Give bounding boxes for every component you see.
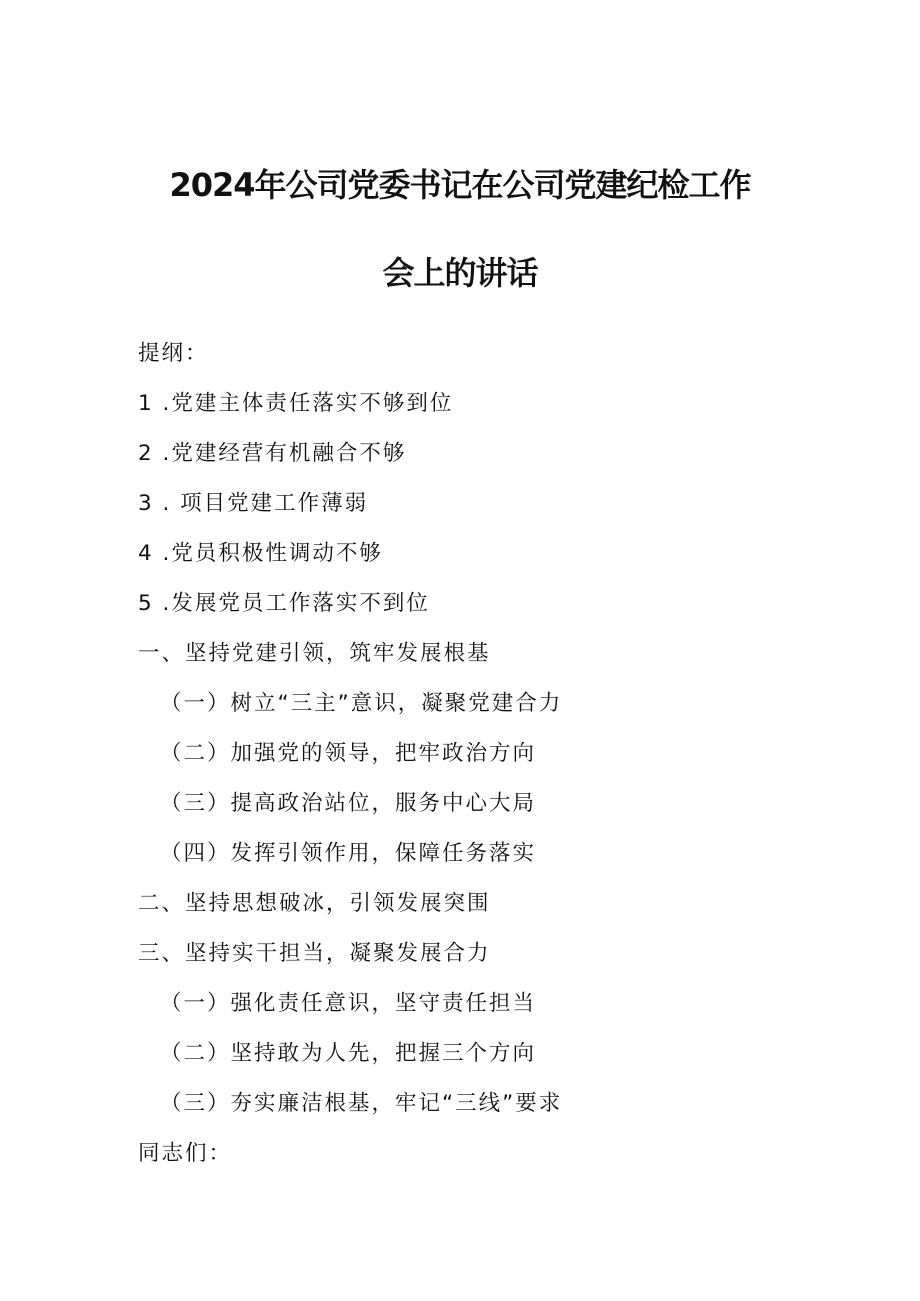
outline-item-3: 3 . 项目党建工作薄弱 [138,491,369,516]
section-heading-3: 三、坚持实干担当，凝聚发展合力 [138,941,491,966]
outline-item-1: 1 .党建主体责任落实不够到位 [138,391,454,416]
section-3-item-3: （三）夯实廉洁根基，牢记“三线”要求 [160,1091,563,1116]
section-heading-1: 一、坚持党建引领，筑牢发展根基 [138,641,491,666]
outline-item-4: 4 .党员积极性调动不够 [138,541,383,566]
document-title-line-1: 2024年公司党委书记在公司党建纪检工作 [169,166,751,204]
section-1-item-3: （三）提高政治站位，服务中心大局 [160,791,537,816]
section-1-item-2: （二）加强党的领导，把牢政治方向 [160,741,537,766]
section-3-item-1: （一）强化责任意识，坚守责任担当 [160,991,537,1016]
salutation: 同志们： [138,1141,233,1166]
outline-label: 提纲： [138,341,209,366]
section-1-item-4: （四）发挥引领作用，保障任务落实 [160,841,537,866]
document-title-line-2: 会上的讲话 [382,254,538,292]
outline-item-2: 2 .党建经营有机融合不够 [138,441,407,466]
section-1-item-1: （一）树立“三主”意识，凝聚党建合力 [160,691,563,716]
outline-item-5: 5 .发展党员工作落实不到位 [138,591,430,616]
section-heading-2: 二、坚持思想破冰，引领发展突围 [138,891,491,916]
section-3-item-2: （二）坚持敢为人先，把握三个方向 [160,1041,537,1066]
